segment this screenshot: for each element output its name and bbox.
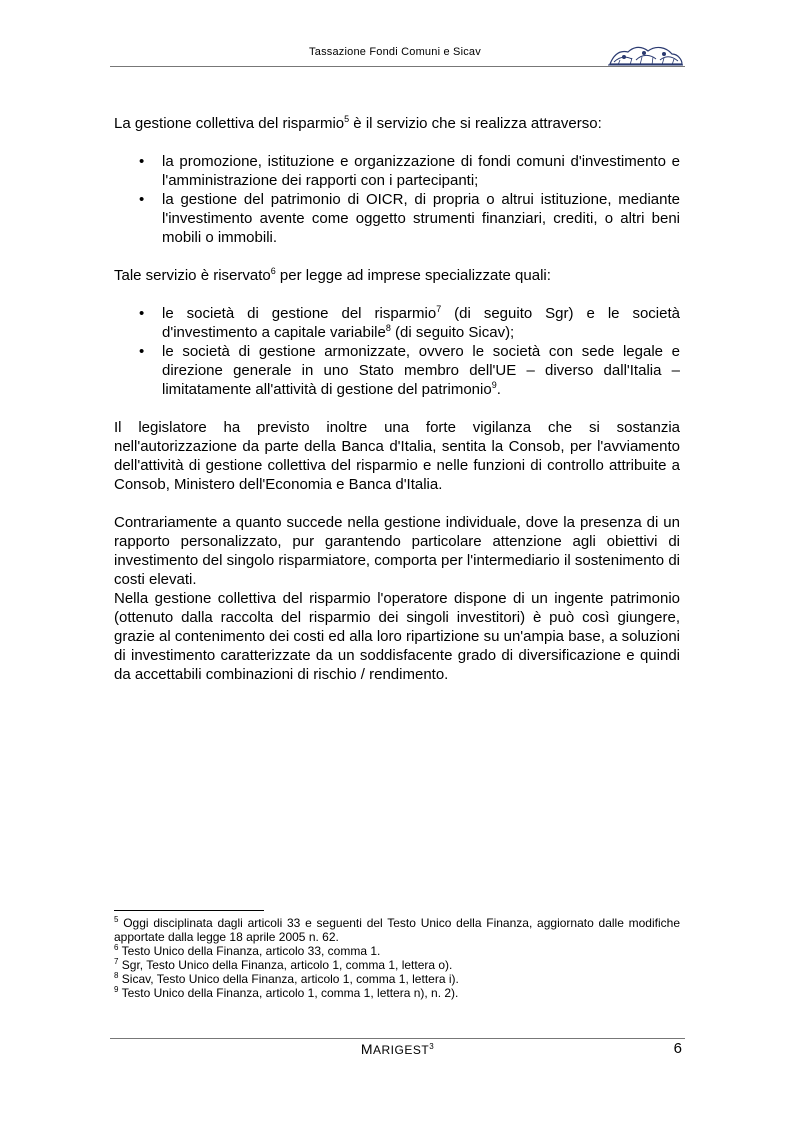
footnote-divider (114, 910, 264, 911)
list-item: • le società di gestione armonizzate, ovvero le società con sede legale e direzione generale in uno Stato membro dell'UE – diverso dall'Italia – limitatamente all'attività di gestione del patrimonio$^9$. (139, 343, 680, 398)
header-divider (110, 66, 685, 67)
paragraph-3: Il legislatore ha previsto inoltre una forte vigilanza che si sostanzia nell'autorizzazione da parte della Banca d'Italia, sentita la Consob, per l'avviamento dell'attività di gestione collettiva del risparmio e nelle funzioni di controllo attribuite a Consob, Ministero dell'Economia e Banca d'Italia. (114, 419, 680, 493)
paragraph-2: Tale servizio è riservato$^6$ per legge ad imprese specializzate quali: (114, 266, 551, 284)
logo-emblem-icon (606, 42, 684, 68)
paragraph-4: Contrariamente a quanto succede nella gestione individuale, dove la presenza di un rapporto personalizzato, pur garantendo particolare attenzione agli obiettivi di investimento del singolo risparmiatore, comporta per l'intermediario il sostenimento di costi elevati. (114, 514, 680, 588)
list-item: • le società di gestione del risparmio$^7$ (di seguito Sgr) e le società d'investimento a capitale variabile$^8$ (di seguito Sicav); (139, 304, 680, 341)
paragraph-5: Nella gestione collettiva del risparmio l'operatore dispone di un ingente patrimonio (ottenuto dalla raccolta del risparmio dei singoli investitori) è può così giungere, grazie al contenimento dei costi ed alla loro ripartizione su un'ampia base, a soluzioni di investimento caratterizzate da un soddisfacente grado di diversificazione e quindi da accettabili combinazioni di rischio / rendimento. (114, 590, 680, 683)
footer-divider (110, 1038, 685, 1039)
bullet-icon: • (139, 153, 145, 170)
list-item: • la gestione del patrimonio di OICR, di propria o altrui istituzione, mediante l'investimento avente come oggetto strumenti finanziari, crediti, o altri beni mobili o immobili. (139, 191, 680, 246)
footnote-ref-5[interactable]: 5 (344, 114, 350, 124)
bullet-list-2 (114, 304, 680, 399)
footnote-ref-8[interactable]: 8 (385, 323, 391, 333)
footnote-6: $^6$ Testo Unico della Finanza, articolo 33, comma 1. (114, 943, 381, 958)
footnote-ref-9[interactable]: 9 (491, 380, 497, 390)
bullet-icon: • (139, 305, 145, 322)
footnote-ref-6[interactable]: 6 (270, 266, 276, 276)
bullet-icon: • (139, 191, 145, 208)
bullet-list-1 (114, 152, 680, 247)
page-number: 6 (673, 1040, 682, 1057)
main-content (114, 114, 680, 684)
footnote-9: $^9$ Testo Unico della Finanza, articolo 1, comma 1, lettera n), n. 2). (114, 985, 459, 1000)
header-title: Tassazione Fondi Comuni e Sicav (309, 46, 481, 58)
paragraph-1: La gestione collettiva del risparmio$^5$ è il servizio che si realizza attraverso: (114, 114, 602, 132)
footnote-5: $^5$ Oggi disciplinata dagli articoli 33 e seguenti del Testo Unico della Finanza, aggiornato dalle modifiche apportate dalla legge 18 aprile 2005 n. 62. (114, 915, 680, 944)
list-item: • la promozione, istituzione e organizzazione di fondi comuni d'investimento e l'amministrazione dei rapporti con i partecipanti; (139, 153, 680, 189)
footnote-ref-7[interactable]: 7 (436, 304, 442, 314)
bullet-icon: • (139, 343, 145, 360)
footnotes (114, 916, 680, 1000)
footnote-7: $^7$ Sgr, Testo Unico della Finanza, articolo 1, comma 1, lettera o). (114, 957, 453, 972)
footnote-8: $^8$ Sicav, Testo Unico della Finanza, articolo 1, comma 1, lettera i). (114, 971, 459, 986)
footer-brand: MARIGEST$^3$ (360, 1041, 435, 1057)
